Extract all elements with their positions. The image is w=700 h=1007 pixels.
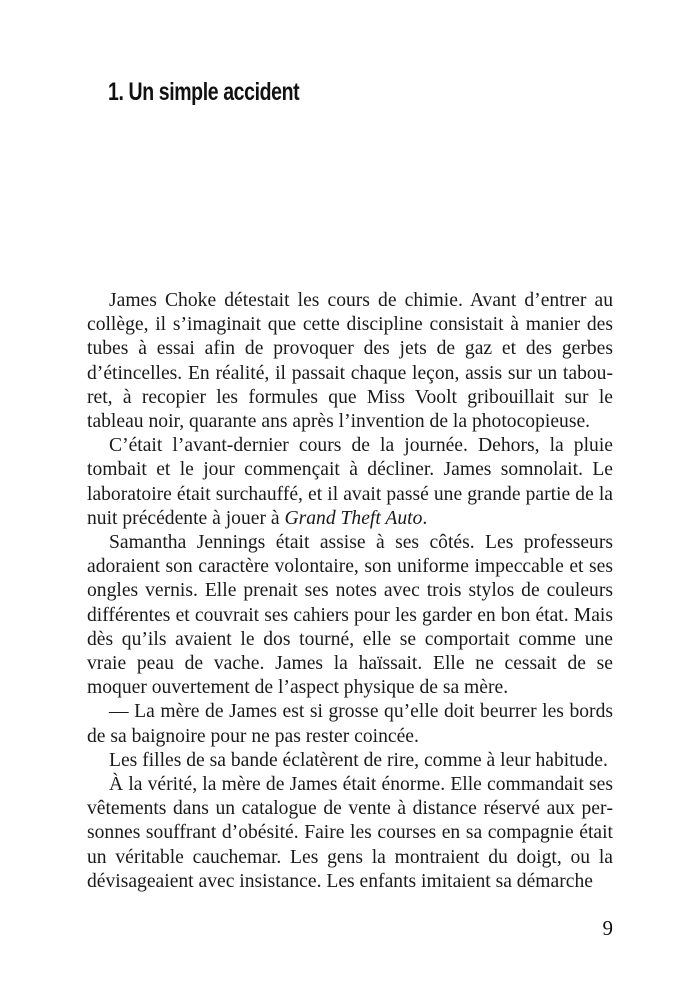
paragraph-text: À la vérité, la mère de James était énorme. Elle commandait ses vêtements dans un catalogue de vente à distance réservé aux personnes souffrant d’obésité. Faire les courses en sa compagnie était un véritable cauchemar. Les gens la montraient du doigt, ou la dévisageaient avec insistance. Les enfants imitaient sa démarche <box>87 774 613 892</box>
game-title: Grand Theft Auto <box>284 507 423 529</box>
body-text <box>87 289 613 894</box>
chapter-title: 1. Un simple accident <box>108 78 300 106</box>
dialogue-line: — La mère de James est si grosse qu’elle doit beurrer les bords de sa baignoire pour ne pas rester coincée. <box>87 701 613 747</box>
paragraph <box>87 434 613 531</box>
paragraph <box>87 749 613 773</box>
paragraph-text: Samantha Jennings était assise à ses côtés. Les professeurs adoraient son caractère volontaire, son uniforme impeccable et ses ongles vernis. Elle prenait ses notes avec trois stylos de couleurs différentes et couvrait ses cahiers pour les garder en bon état. Mais dès qu’ils avaient le dos tourné, elle se comportait comme une vraie peau de vache. James la haïssait. Elle ne cessait de se moquer ouvertement de l’aspect physique de sa mère. <box>87 532 613 699</box>
paragraph <box>87 700 613 748</box>
paragraph-text: James Choke détestait les cours de chimie. Avant d’entrer au collège, il s’imaginait que cette discipline consistait à manier des tubes à essai afin de provoquer des jets de gaz et des gerbes d’étincelles. En réalité, il passait chaque leçon, assis sur un tabouret, à recopier les formules que Miss Voolt gribouillait sur le tableau noir, quarante ans après l’invention de la photocopieuse. <box>87 290 613 433</box>
paragraph-text: . <box>422 507 428 529</box>
paragraph <box>87 531 613 700</box>
paragraph-text: C’était l’avant-dernier cours de la journée. Dehors, la pluie tombait et le jour commençait à décliner. James somnolait. Le laboratoire était surchauffé, et il avait passé une grande partie de la nuit précédente à jouer à <box>87 435 613 529</box>
paragraph <box>87 289 613 434</box>
paragraph <box>87 773 613 894</box>
page-number: 9 <box>602 916 613 940</box>
paragraph-text: Les filles de sa bande éclatèrent de rire, comme à leur habitude. <box>109 749 608 771</box>
